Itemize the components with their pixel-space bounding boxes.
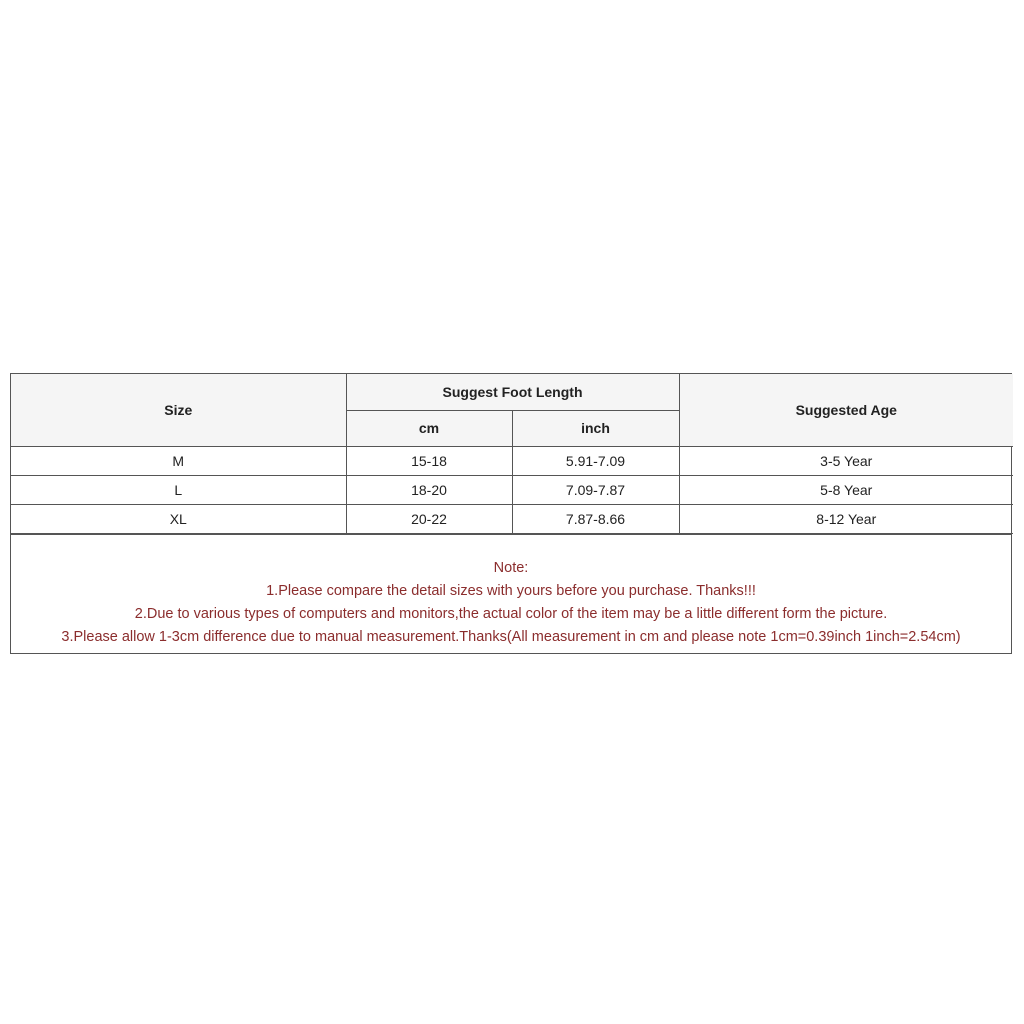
size-cell: M bbox=[11, 446, 346, 475]
size-header: Size bbox=[11, 374, 346, 446]
age-cell: 8-12 Year bbox=[679, 504, 1013, 533]
inch-cell: 7.09-7.87 bbox=[512, 475, 679, 504]
table-row bbox=[11, 446, 1013, 475]
inch-cell: 5.91-7.09 bbox=[512, 446, 679, 475]
note-line: 2.Due to various types of computers and monitors,the actual color of the item may be a little different form the picture. bbox=[134, 605, 888, 622]
cm-cell: 18-20 bbox=[346, 475, 512, 504]
cm-cell: 20-22 bbox=[346, 504, 512, 533]
notes-title: Note: bbox=[493, 559, 529, 576]
age-header: Suggested Age bbox=[679, 374, 1013, 446]
size-cell: L bbox=[11, 475, 346, 504]
size-table bbox=[11, 374, 1013, 534]
notes-section bbox=[11, 534, 1011, 653]
inch-header: inch bbox=[512, 410, 679, 446]
size-chart bbox=[10, 373, 1012, 654]
size-cell: XL bbox=[11, 504, 346, 533]
inch-cell: 7.87-8.66 bbox=[512, 504, 679, 533]
age-cell: 3-5 Year bbox=[679, 446, 1013, 475]
table-row bbox=[11, 504, 1013, 533]
foot-length-header: Suggest Foot Length bbox=[346, 374, 679, 410]
note-line: 3.Please allow 1-3cm difference due to manual measurement.Thanks(All measurement in cm and please note 1cm=0.39inch 1inch=2.54cm) bbox=[61, 628, 961, 645]
cm-header: cm bbox=[346, 410, 512, 446]
note-line: 1.Please compare the detail sizes with yours before you purchase. Thanks!!! bbox=[266, 582, 756, 599]
table-body bbox=[11, 446, 1013, 533]
table-header bbox=[11, 374, 1013, 446]
cm-cell: 15-18 bbox=[346, 446, 512, 475]
age-cell: 5-8 Year bbox=[679, 475, 1013, 504]
table-row bbox=[11, 475, 1013, 504]
